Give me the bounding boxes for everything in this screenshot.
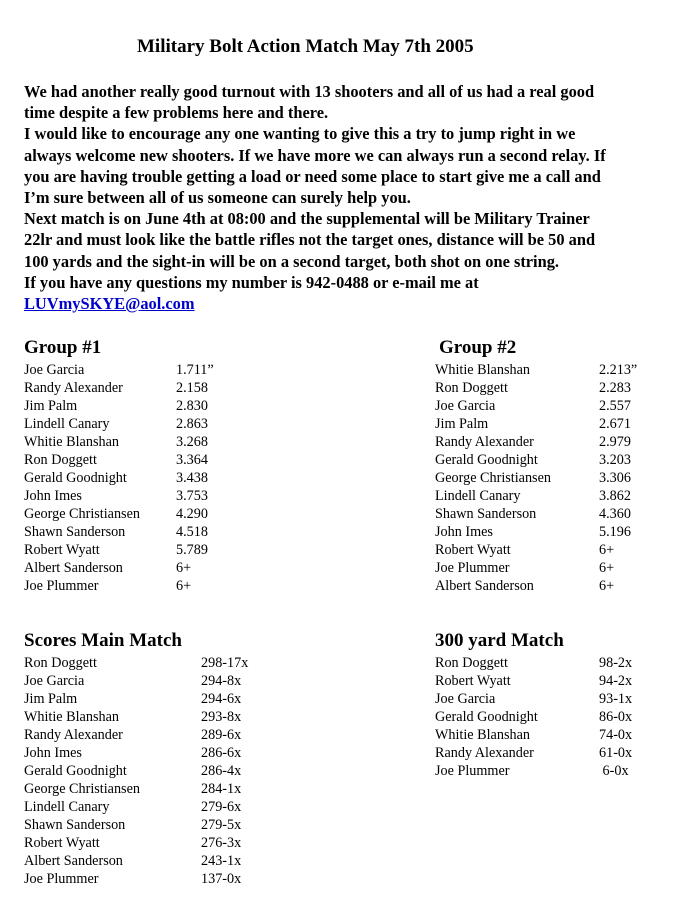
- score-row: [24, 726, 248, 744]
- score-value: 6-0x: [599, 763, 629, 779]
- score-row: [24, 451, 214, 469]
- shooter-name: Ron Doggett: [435, 380, 508, 396]
- score-row: [24, 379, 214, 397]
- intro-line: I’m sure between all of us someone can surely help you.: [24, 188, 411, 208]
- shooter-name: Joe Garcia: [435, 691, 496, 707]
- score-row: [435, 762, 632, 780]
- intro-line: I would like to encourage any one wanting to give this a try to jump right in we: [24, 124, 576, 144]
- score-value: 3.306: [599, 470, 631, 486]
- score-value: 279-5x: [201, 817, 242, 833]
- main-match-title: Scores Main Match: [24, 630, 182, 651]
- score-value: 3.862: [599, 488, 631, 504]
- shooter-name: Robert Wyatt: [435, 673, 511, 689]
- score-value: 276-3x: [201, 835, 242, 851]
- score-row: [24, 852, 248, 870]
- score-row: [435, 577, 637, 595]
- intro-line: 100 yards and the sight-in will be on a second target, both shot on one string.: [24, 251, 560, 271]
- group2-list: [435, 361, 637, 595]
- score-value: 3.268: [176, 434, 208, 450]
- shooter-name: Randy Alexander: [435, 745, 534, 761]
- shooter-name: Randy Alexander: [24, 380, 123, 396]
- score-row: [24, 690, 248, 708]
- shooter-name: Whitie Blanshan: [24, 434, 119, 450]
- email-link[interactable]: LUVmySKYE@aol.com: [24, 294, 195, 314]
- yard300-title: 300 yard Match: [435, 630, 564, 651]
- intro-line: you are having trouble getting a load or need some place to start give me a call and: [24, 166, 601, 186]
- score-row: [24, 469, 214, 487]
- shooter-name: Ron Doggett: [435, 655, 508, 671]
- shooter-name: Shawn Sanderson: [24, 817, 126, 833]
- score-row: [435, 379, 637, 397]
- shooter-name: George Christiansen: [435, 470, 551, 486]
- score-value: 293-8x: [201, 709, 242, 725]
- shooter-name: George Christiansen: [24, 781, 140, 797]
- score-value: 289-6x: [201, 727, 242, 743]
- score-row: [435, 487, 637, 505]
- intro-line: Next match is on June 4th at 08:00 and the supplemental will be Military Trainer: [24, 209, 590, 229]
- score-row: [435, 505, 637, 523]
- score-value: 5.196: [599, 524, 631, 540]
- shooter-name: John Imes: [24, 488, 82, 504]
- score-row: [435, 744, 632, 762]
- score-row: [435, 708, 632, 726]
- score-row: [24, 708, 248, 726]
- score-value: 2.863: [176, 416, 208, 432]
- intro-text: [24, 81, 674, 314]
- score-row: [24, 834, 248, 852]
- shooter-name: Gerald Goodnight: [24, 763, 127, 779]
- score-row: [24, 505, 214, 523]
- score-row: [435, 523, 637, 541]
- score-value: 284-1x: [201, 781, 242, 797]
- score-value: 279-6x: [201, 799, 242, 815]
- shooter-name: Albert Sanderson: [435, 578, 534, 594]
- main-match-list: [24, 654, 248, 888]
- group1-title: Group #1: [24, 337, 102, 358]
- shooter-name: Joe Garcia: [24, 673, 85, 689]
- score-row: [435, 726, 632, 744]
- shooter-name: Robert Wyatt: [435, 542, 511, 558]
- score-value: 2.158: [176, 380, 208, 396]
- score-value: 61-0x: [599, 745, 633, 761]
- shooter-name: Albert Sanderson: [24, 560, 123, 576]
- score-value: 74-0x: [599, 727, 633, 743]
- score-row: [24, 780, 248, 798]
- intro-line: If you have any questions my number is 942-0488 or e-mail me at: [24, 272, 479, 292]
- score-row: [24, 654, 248, 672]
- shooter-name: Whitie Blanshan: [435, 727, 530, 743]
- shooter-name: John Imes: [24, 745, 82, 761]
- score-row: [24, 762, 248, 780]
- score-value: 2.979: [599, 434, 631, 450]
- group1-list: [24, 361, 214, 595]
- intro-line: always welcome new shooters. If we have more we can always run a second relay. If: [24, 145, 606, 165]
- shooter-name: Robert Wyatt: [24, 835, 100, 851]
- shooter-name: Joe Plummer: [435, 560, 510, 576]
- score-value: 286-6x: [201, 745, 242, 761]
- score-value: 286-4x: [201, 763, 242, 779]
- score-row: [24, 559, 214, 577]
- score-row: [24, 433, 214, 451]
- score-value: 3.438: [176, 470, 208, 486]
- score-value: 6+: [599, 542, 615, 558]
- score-row: [435, 541, 637, 559]
- intro-line: time despite a few problems here and there.: [24, 103, 329, 123]
- page-title: Military Bolt Action Match May 7th 2005: [137, 36, 474, 57]
- score-value: 294-8x: [201, 673, 242, 689]
- intro-line: We had another really good turnout with 13 shooters and all of us had a real good: [24, 82, 595, 101]
- score-row: [24, 523, 214, 541]
- score-row: [435, 415, 637, 433]
- score-row: [435, 361, 637, 379]
- score-row: [435, 469, 637, 487]
- shooter-name: Whitie Blanshan: [24, 709, 119, 725]
- shooter-name: Jim Palm: [435, 416, 489, 432]
- score-value: 3.364: [176, 452, 208, 468]
- score-value: 3.203: [599, 452, 631, 468]
- score-value: 2.830: [176, 398, 208, 414]
- score-row: [24, 870, 248, 888]
- shooter-name: Randy Alexander: [435, 434, 534, 450]
- group2-title: Group #2: [439, 337, 517, 358]
- score-row: [24, 577, 214, 595]
- group2-section: [435, 337, 637, 595]
- shooter-name: Joe Plummer: [24, 871, 99, 887]
- score-value: 2.671: [599, 416, 631, 432]
- score-value: 137-0x: [201, 871, 242, 887]
- shooter-name: Joe Plummer: [435, 763, 510, 779]
- score-value: 94-2x: [599, 673, 633, 689]
- score-row: [435, 672, 632, 690]
- score-row: [435, 559, 637, 577]
- score-row: [24, 541, 214, 559]
- score-value: 6+: [176, 578, 192, 594]
- score-value: 86-0x: [599, 709, 633, 725]
- score-value: 294-6x: [201, 691, 242, 707]
- shooter-name: Ron Doggett: [24, 655, 97, 671]
- shooter-name: Robert Wyatt: [24, 542, 100, 558]
- shooter-name: John Imes: [435, 524, 493, 540]
- shooter-name: Gerald Goodnight: [24, 470, 127, 486]
- score-value: 2.213”: [599, 362, 638, 378]
- shooter-name: Shawn Sanderson: [24, 524, 126, 540]
- score-row: [24, 798, 248, 816]
- yard300-list: [435, 654, 632, 780]
- shooter-name: Joe Plummer: [24, 578, 99, 594]
- shooter-name: Whitie Blanshan: [435, 362, 530, 378]
- shooter-name: George Christiansen: [24, 506, 140, 522]
- score-row: [24, 744, 248, 762]
- shooter-name: Lindell Canary: [24, 799, 110, 815]
- score-row: [24, 672, 248, 690]
- score-value: 4.290: [176, 506, 208, 522]
- shooter-name: Joe Garcia: [435, 398, 496, 414]
- score-row: [24, 415, 214, 433]
- score-value: 2.557: [599, 398, 631, 414]
- shooter-name: Jim Palm: [24, 398, 78, 414]
- score-value: 298-17x: [201, 655, 249, 671]
- score-row: [24, 397, 214, 415]
- shooter-name: Ron Doggett: [24, 452, 97, 468]
- score-value: 4.360: [599, 506, 631, 522]
- yard300-section: [435, 630, 632, 780]
- main-match-section: [24, 630, 248, 888]
- score-row: [435, 397, 637, 415]
- shooter-name: Lindell Canary: [24, 416, 110, 432]
- score-value: 2.283: [599, 380, 631, 396]
- score-value: 5.789: [176, 542, 208, 558]
- score-row: [435, 654, 632, 672]
- score-row: [24, 816, 248, 834]
- shooter-name: Gerald Goodnight: [435, 709, 538, 725]
- shooter-name: Shawn Sanderson: [435, 506, 537, 522]
- score-value: 3.753: [176, 488, 208, 504]
- shooter-name: Albert Sanderson: [24, 853, 123, 869]
- score-row: [435, 451, 637, 469]
- shooter-name: Joe Garcia: [24, 362, 85, 378]
- score-value: 1.711”: [176, 362, 214, 378]
- score-value: 6+: [176, 560, 192, 576]
- score-value: 6+: [599, 578, 615, 594]
- score-value: 6+: [599, 560, 615, 576]
- shooter-name: Gerald Goodnight: [435, 452, 538, 468]
- score-row: [435, 690, 632, 708]
- group1-section: [24, 337, 214, 595]
- shooter-name: Jim Palm: [24, 691, 78, 707]
- score-row: [24, 487, 214, 505]
- score-value: 98-2x: [599, 655, 633, 671]
- shooter-name: Randy Alexander: [24, 727, 123, 743]
- score-value: 243-1x: [201, 853, 242, 869]
- shooter-name: Lindell Canary: [435, 488, 521, 504]
- intro-line: 22lr and must look like the battle rifles not the target ones, distance will be 50 and: [24, 230, 596, 250]
- score-value: 93-1x: [599, 691, 633, 707]
- score-row: [435, 433, 637, 451]
- score-row: [24, 361, 214, 379]
- score-value: 4.518: [176, 524, 208, 540]
